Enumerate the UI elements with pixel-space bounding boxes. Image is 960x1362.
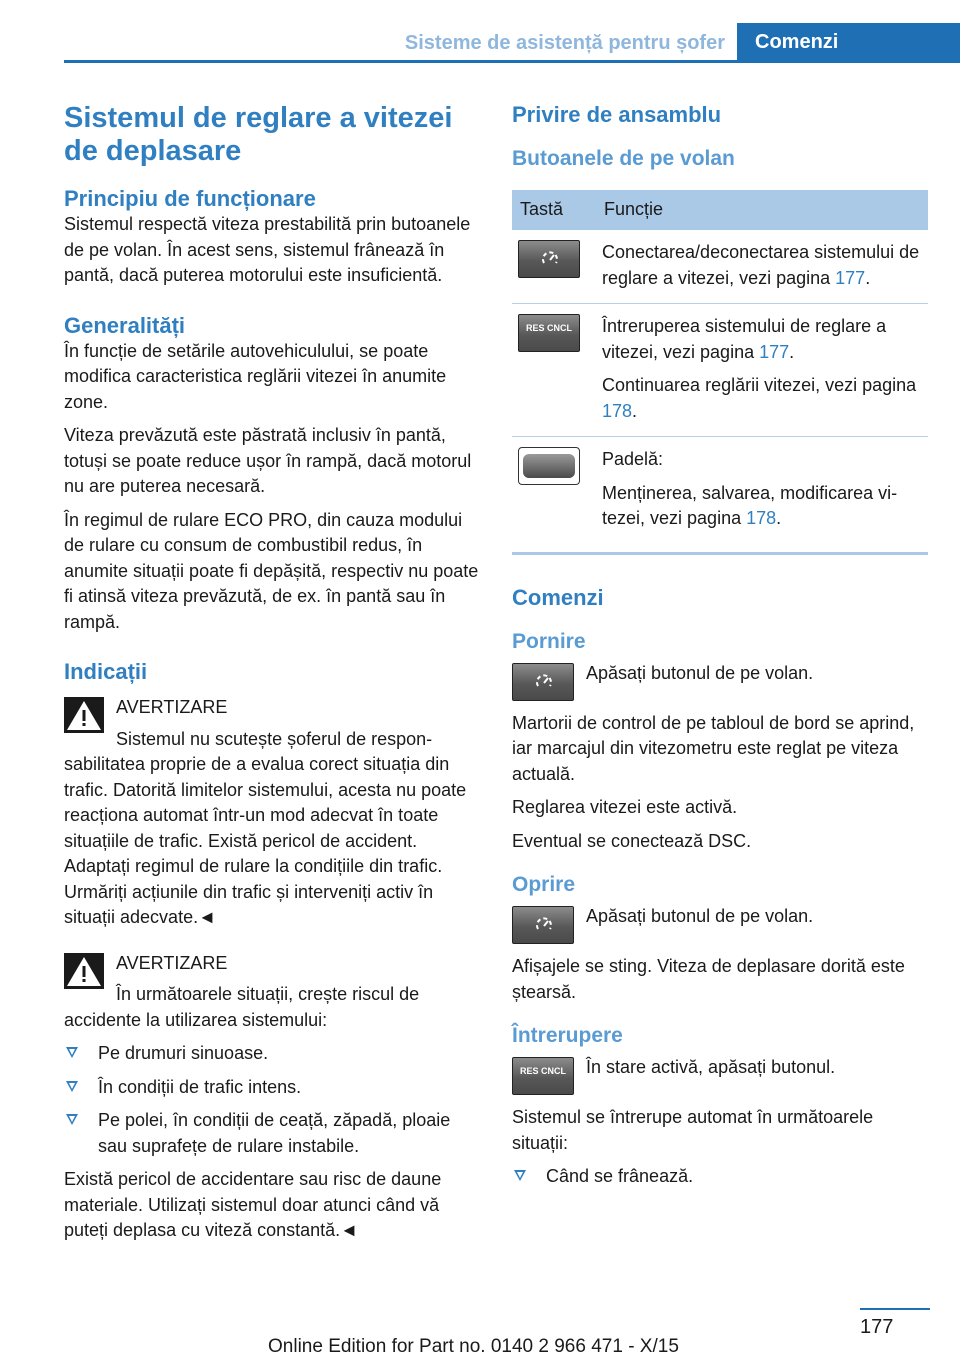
warning-block-1 [64,695,482,931]
header-chapter-tab: Comenzi [737,23,960,63]
stop-paragraph-1: Afișajele se sting. Viteza de deplasare dorită este ștearsă. [512,956,905,1002]
general-paragraph-3: În regimul de rulare ECO PRO, din cauza modului de rulare cu consum de combustibil redus, în anumite situații poate fi depășită, respectiv nu poate fi atinsă viteza prevăzută, de ex. în pantă sau în rampă. [64,509,479,632]
left-column [64,102,482,1244]
table-row: Conectarea/deconectarea sistemului de reglare a vitezei, vezi pagina 177. [512,230,928,304]
closing-warning-text: Există pericol de accidentare sau risc de daune materiale. Utilizați sistemul doar atunci când vă puteți deplasa cu viteză constantă.◄ [64,1169,442,1240]
res-cncl-button-icon: RES CNCL [512,1057,574,1095]
overview-heading: Privire de ansamblu [512,102,722,127]
column-header-function: Funcție [596,190,928,230]
cruise-control-button-icon [512,906,574,944]
interrupt-paragraph-1: Sistemul se întrerupe automat în următoarele situații: [512,1107,874,1153]
page-number: 177 [860,1316,894,1338]
warning-triangle-icon [64,953,104,989]
list-item: Când se frânează. [512,1164,928,1190]
edition-footer: Online Edition for Part no. 0140 2 966 471 - X/15 [268,1336,679,1357]
start-paragraph-1: Martorii de control de pe tabloul de bord se aprind, iar marcajul din vitezometru este reglat pe viteza actuală. [512,712,915,784]
principle-heading: Principiu de funcționare [64,186,316,211]
general-heading: Generalități [64,312,186,338]
list-item: În condiții de trafic intens. [64,1075,482,1101]
bullet-arrow-icon [66,1047,78,1058]
start-paragraph-2: Reglarea vitezei este activă. [512,797,738,817]
table-end-rule [512,552,928,555]
cruise-control-button-icon [518,240,580,278]
warning-block-2 [64,951,482,1034]
principle-text: Sistemul respectă viteza prestabilită prin butoanele de pe volan. În acest sens, sistemul frânează în pantă, dacă puterea motorului este insuficientă. [64,214,471,285]
page-link[interactable]: 177 [759,341,790,362]
page-title: Sistemul de reglare a vitezei de deplasare [64,102,453,167]
general-paragraph-1: În funcție de setările autovehiculului, se poate modifica caracteristica reglării vitezei în anumite zone. [64,340,447,412]
column-header-key: Tastă [512,190,596,230]
warning-2-text: În următoarele situații, crește riscul de accidente la utilizarea sistemului: [64,984,420,1030]
page-link[interactable]: 177 [835,267,866,288]
warning-1-text: Sistemul nu scutește șoferul de responsabilitatea proprie de a evalua corect situația din trafic. Datorită limitelor sistemului, acesta nu poate reacționa automat într-un mod adecvat în toate situațiile de trafic. Există pericol de accident. Adaptați regimul de rulare la condițiile din trafic. Urmăriți acțiunile din trafic și interveniți activ în situații adecvate.◄ [64,728,467,927]
paddle-rocker-icon [518,447,580,485]
bullet-arrow-icon [66,1114,78,1125]
table-header-row [512,190,928,230]
cruise-control-button-icon [512,663,574,701]
interrupt-action: RES CNCL În stare activă, apăsați butonul. [512,1055,928,1095]
warning-2-label: AVERTIZARE [116,952,228,973]
stop-action: Apăsați butonul de pe volan. [512,904,928,944]
controls-heading: Comenzi [512,584,604,610]
buttons-heading: Butoanele de pe volan [512,147,735,170]
page-link[interactable]: 178 [602,400,633,421]
list-item: Pe polei, în condiții de ceață, zăpadă, ploaie sau suprafețe de rulare instabile. [64,1108,482,1159]
table-row: RES CNCL Întreruperea sistemului de reglare a vitezei, vezi pagina 177. Continuarea reglării vitezei, vezi pagina 178. [512,304,928,437]
bullet-arrow-icon [66,1081,78,1092]
interrupt-heading: Întrerupere [512,1024,623,1047]
general-paragraph-2: Viteza prevăzută este păstrată inclusiv în pantă, totuși se poate reduce ușor în rampă, dacă motorul nu are puterea necesară. [64,425,472,496]
warning-triangle-icon [64,697,104,733]
right-column [512,102,928,1190]
table-row: Padelă: Menținerea, salvarea, modificarea vitezei, vezi pagina 178. [512,437,928,544]
res-cncl-button-icon: RES CNCL [518,314,580,352]
start-paragraph-3: Eventual se conectează DSC. [512,830,752,851]
notes-heading: Indicații [64,659,148,684]
start-action: Apăsați butonul de pe volan. [512,661,928,701]
page-link[interactable]: 178 [746,508,777,528]
bullet-arrow-icon [514,1170,526,1181]
stop-heading: Oprire [512,873,576,896]
start-heading: Pornire [512,629,586,653]
warning-1-label: AVERTIZARE [116,697,228,717]
list-item: Pe drumuri sinuoase. [64,1041,482,1067]
header-rule [64,60,960,63]
buttons-table [512,190,928,544]
footer-rule [860,1308,930,1310]
header-section-title: Sisteme de asistență pentru șofer [404,32,725,54]
